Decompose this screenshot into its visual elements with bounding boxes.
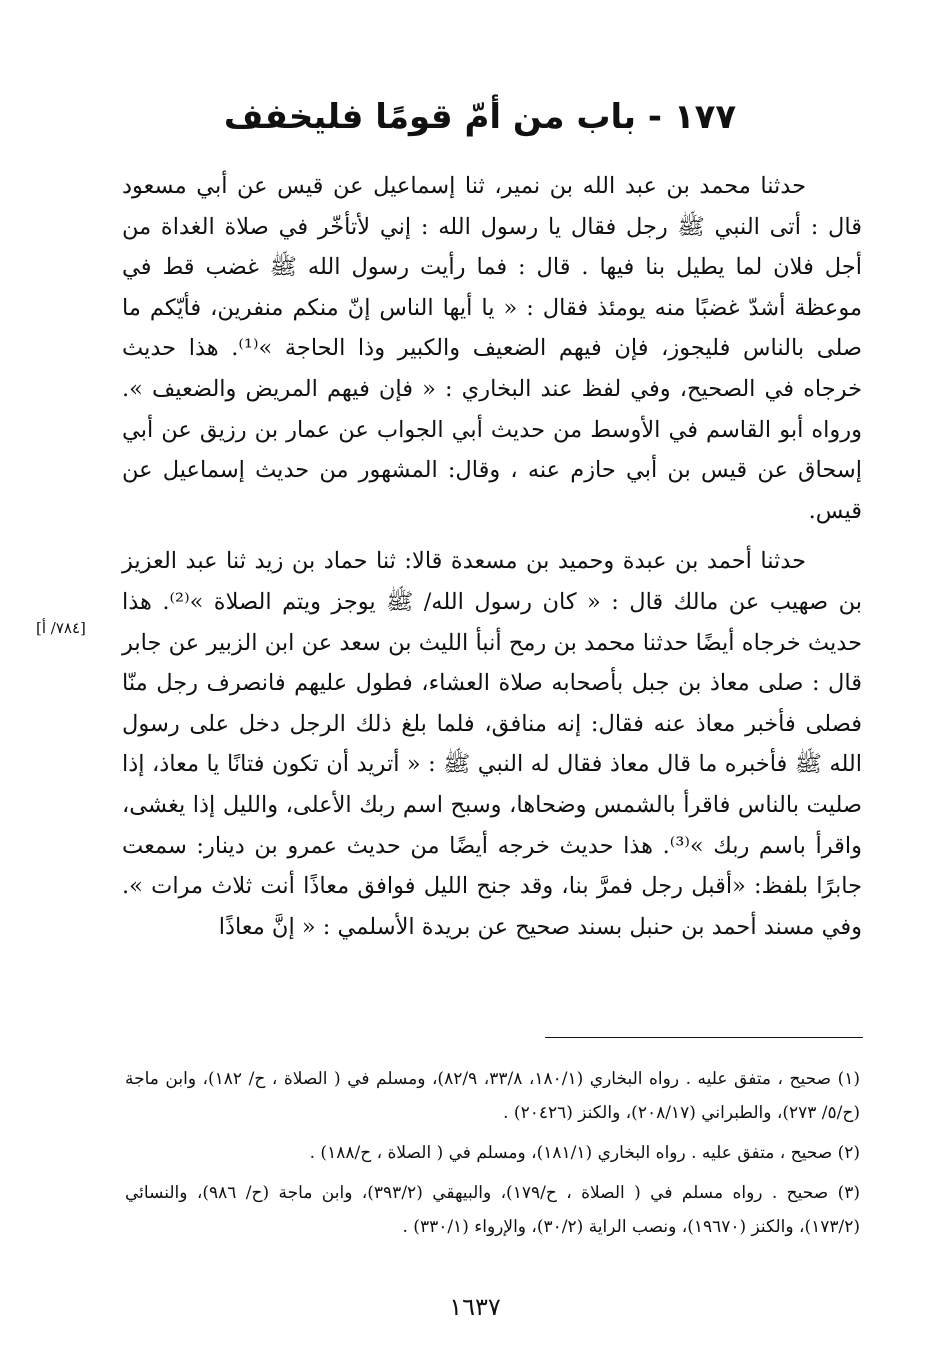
main-text	[122, 166, 862, 947]
footnote-3: (٣) صحيح . رواه مسلم في ( الصلاة ، ح/١٧٩)، والبيهقي (٣٩٣/٢)، وابن ماجة (ح/ ٩٨٦)، والنسائي (١٧٣/٢)، والكنز (١٩٦٧٠)، ونصب الراية (٣٠/٢)، والإرواء (٣٣٠/١) .	[125, 1183, 860, 1237]
manuscript-folio-note: [٧٨٤/ أ]	[36, 619, 86, 637]
paragraph-1: حدثنا محمد بن عبد الله بن نمير، ثنا إسماعيل عن قيس عن أبي مسعود قال : أتى النبي ﷺ رجل فقال يا رسول الله : إني لأتأخّر في صلاة الغداة من أجل فلان لما يطيل بنا فيها . قال : فما رأيت رسول الله ﷺ غضب قط في موعظة أشدّ غضبًا منه يومئذ فقال : « يا أيها الناس إنّ منكم منفرين، فأيّكم ما صلى بالناس فليجوز، فإن فيهم الضعيف والكبير وذا الحاجة »⁽¹⁾. هذا حديث خرجاه في الصحيح، وفي لفظ عند البخاري : « فإن فيهم المريض والضعيف ». ورواه أبو القاسم في الأوسط من حديث أبي الجواب عن عمار بن رزيق عن أبي إسحاق عن قيس بن أبي حازم عنه ، وقال: المشهور من حديث إسماعيل عن قيس.	[122, 173, 863, 524]
page-number: ١٦٣٧	[449, 1293, 501, 1321]
footnote-1: (١) صحيح ، متفق عليه . رواه البخاري (١٨٠/١، ٣٣/٨، ٨٢/٩)، ومسلم في ( الصلاة ، ح/ ١٨٢)، وابن ماجة (ح/٥/ ٢٧٣)، والطبراني (٢٠٨/١٧)، والكنز (٢٠٤٢٦) .	[125, 1069, 861, 1123]
footnote-divider	[545, 1037, 863, 1038]
footnote-2: (٢) صحيح ، متفق عليه . رواه البخاري (١٨١/١)، ومسلم في ( الصلاة ، ح/١٨٨) .	[309, 1143, 860, 1163]
footnotes	[125, 1062, 860, 1250]
paragraph-2: حدثنا أحمد بن عبدة وحميد بن مسعدة قالا: ثنا حماد بن زيد ثنا عبد العزيز بن صهيب عن مالك قال : « كان رسول الله/ ﷺ يوجز ويتم الصلاة »⁽²⁾. هذا حديث خرجاه أيضًا حدثنا محمد بن رمح أنبأ الليث بن سعد عن ابن الزبير عن جابر قال : صلى معاذ بن جبل بأصحابه صلاة العشاء، فطول عليهم فانصرف رجل منّا فصلى فأخبر معاذ عنه فقال: إنه منافق، فلما بلغ ذلك الرجل دخل على رسول الله ﷺ فأخبره ما قال معاذ فقال له النبي ﷺ : « أتريد أن تكون فتانًا يا معاذ، إذا صليت بالناس فاقرأ بالشمس وضحاها، وسبح اسم ربك الأعلى، والليل إذا يغشى، واقرأ باسم ربك »⁽³⁾. هذا حديث خرجه أيضًا من حديث عمرو بن دينار: سمعت جابرًا بلفظ: «أقبل رجل فمرَّ بنا، وقد جنح الليل فوافق معاذًا أنت ثلاث مرات ». وفي مسند أحمد بن حنبل بسند صحيح عن بريدة الأسلمي : « إنَّ معاذًا	[122, 548, 863, 940]
chapter-title: ١٧٧ - باب من أمّ قومًا فليخفف	[223, 97, 737, 137]
